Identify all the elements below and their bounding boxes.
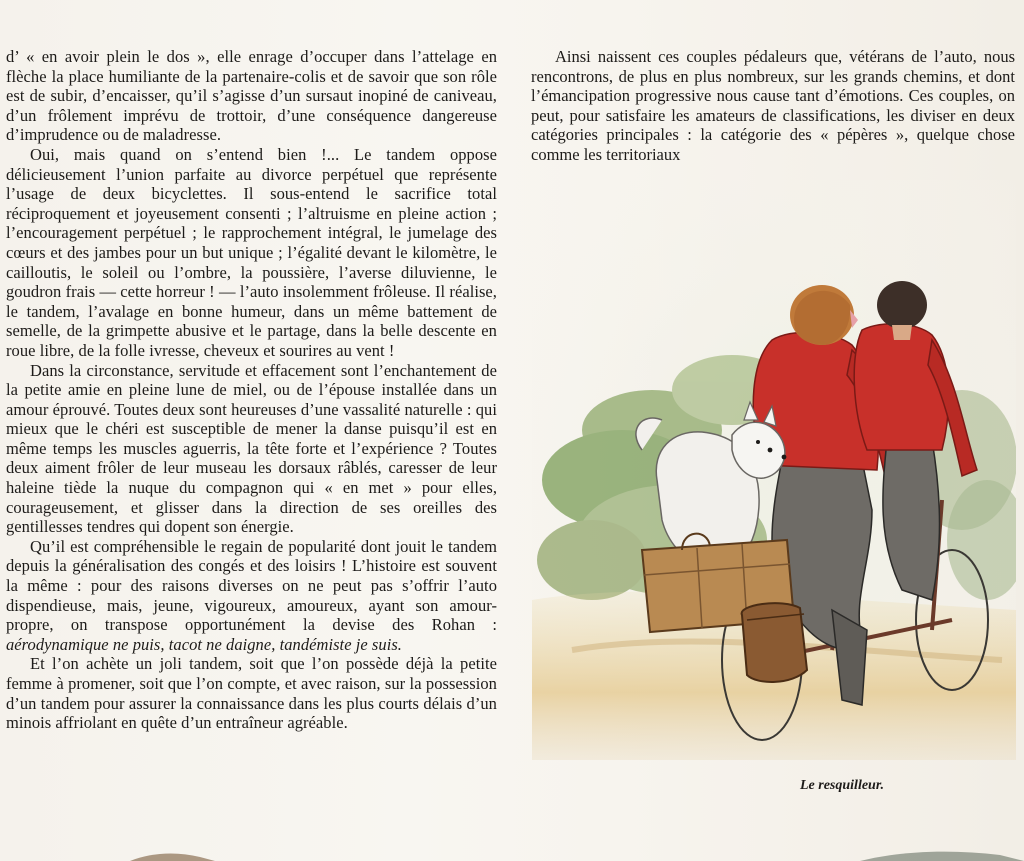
paragraph-text: Qu’il est compréhensible le regain de popularité dont jouit le tandem depuis la généralisation des congés et des loisirs ! L’histoire est souvent la même : pour des raisons diverses on ne peut pas s’offrir l’auto dispendieuse, mais, jeune, vigoureux, amoureux, ayant son amour-propre, on transpose opportunément la devise des Rohan :: [6, 536, 497, 635]
left-text-column: [6, 47, 497, 733]
paragraph: Oui, mais quand on s’entend bien !... Le tandem oppose délicieusement l’union parfaite au divorce perpétuel que représente l’usage de deux bicyclettes. Il sous-entend le sacrifice total réciproquement et joyeusement consenti ; l’altruisme en pleine action ; l’encouragement perpétuel ; le rapprochement intégral, le jumelage des cœurs et des jambes pour un but unique ; l’égalité devant le kilomètre, le cailloutis, le soleil ou l’ombre, la poussière, l’averse diluvienne, le goudron frais — cette horreur ! — l’auto insolemment frôleuse. Il réalise, le tandem, l’avalage en bonne humeur, dans un même battement de semelle, de la grimpette abusive et le partage, dans la belle descente en roue libre, de la folle ivresse, cheveux et sourires au vent !: [6, 144, 497, 360]
paragraph: Ainsi naissent ces couples pédaleurs que, vétérans de l’auto, nous rencontrons, de plus en plus nombreux, sur les grands chemins, et dont l’émancipation progressive nous cause tant d’émotions. Ces couples, on peut, pour satisfaire les amateurs de classifications, les diviser en deux catégories principales : la catégorie des « pépères », quelque chose comme les territoriaux: [531, 47, 1015, 164]
paragraph: Et l’on achète un joli tandem, soit que l’on possède déjà la petite femme à promener, soit que l’on compte, et avec raison, sur la possession d’un tandem pour assurer la connaissance dans les plus courts délais d’un minois affriolant en quête d’un entraîneur agréable.: [6, 654, 497, 733]
paragraph: d’ « en avoir plein le dos », elle enrage d’occuper dans l’attelage en flèche la place humiliante de la partenaire-colis et de savoir que son rôle est de subir, d’encaisser, qu’il s’agisse d’un sursaut inopiné de caniveau, d’un frôlement imprévu de trottoir, d’une conséquence dangereuse d’imprudence ou de maladresse.: [6, 47, 497, 145]
paragraph: [6, 537, 497, 655]
right-text-column: [531, 47, 1015, 165]
paragraph: Dans la circonstance, servitude et effacement sont l’enchantement de la petite amie en pleine lune de miel, ou de l’épouse installée dans un amour éprouvé. Toutes deux sont heureuses d’une vassalité naturelle : qui mieux que le chéri est susceptible de mener la danse puisqu’il est en même temps les muscles aguerris, la tête forte et l’expérience ? Toutes deux aiment frôler de leur museau les dorsaux râblés, caresser de leur haleine tiède la nuque du compagnon qui « en met » pour elles, courageusement, et glisser dans la direction de ses oreilles des gentillesses tendres qui dopent son énergie.: [6, 360, 497, 537]
illustration-caption: Le resquilleur.: [800, 778, 885, 793]
tandem-illustration: [532, 180, 1016, 760]
rohan-motto: aérodynamique ne puis, tacot ne daigne, tandémiste je suis.: [6, 634, 402, 654]
bottom-edge-decoration: [0, 845, 1024, 861]
saddlebag: [742, 603, 807, 682]
